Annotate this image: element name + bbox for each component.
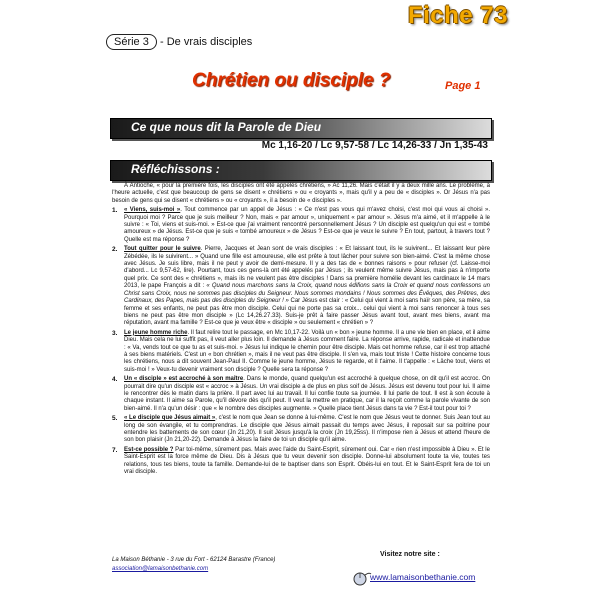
item-lead: Le jeune homme riche	[124, 329, 188, 336]
section-bar-parole	[110, 118, 492, 139]
item-lead: Tout quitter pour le suivre	[124, 246, 201, 253]
section-bar-parole-label: Ce que nous dit la Parole de Dieu	[131, 120, 322, 134]
item-quote-italic: « Quand nous marchons sans la Croix, quand nous édifions sans la Croix et quand nous confessons un Christ sans Croix, nous ne sommes pas disciples du Seigneur. Nous sommes mondains ! Nous sommes des Évêques, des Prêtres, des Cardinaux, des Papes, mais pas des disciples du Seigneur ! »	[124, 283, 490, 305]
item-number: 7.	[112, 446, 118, 454]
page-number: Page 1	[445, 80, 481, 92]
body-text	[112, 183, 490, 478]
footer-address: La Maison Béthanie - 3 rue du Fort - 62124 Barastre (France)	[112, 557, 276, 563]
list-item	[112, 376, 490, 413]
item-text: . Dans le monde, quand quelqu'un est accroché à quelque chose, on dit qu'il est accroc. On pourrait dire qu'un disciple est « accroc » à Jésus. Un vrai disciple a de plus en plus soif de Jésus. Jésus est devenu tout pour lui. Il aime le rencontrer dès le matin dans la prière. Il part avec lui au travail. Il lui confie toute sa journée. Il lui parle de tout. Il est à son écoute à chaque instant. Il aime sa Parole, qu'il dévore dès qu'il peut. Il veut la mettre en pratique, car il la reçoit comme la parole vivante de son bien-aimé. Il n'a qu'un désir : que « le nombre des disciples augmente. » Quelle place tient Jésus dans ta vie ? Est-il tout pour toi ?	[124, 376, 490, 412]
item-number: 2.	[112, 246, 118, 254]
item-text: Par toi-même, sûrement pas. Mais avec l'aide du Saint-Esprit, sûrement oui. Car « rien n'est impossible à Dieu ». Et le Saint-Esprit est la force même de Dieu. Dis à Jésus que tu veux devenir son disciple. Donne-lui absolument toute ta vie, toutes tes relations, tous tes biens, toute ta famille. Demande-lui de te baptiser dans son Esprit. Obéis-lui en tout. Et le Saint-Esprit fera de toi un vrai disciple.	[124, 446, 490, 476]
serie-badge: Série 3	[106, 34, 157, 50]
item-number: 5.	[112, 415, 118, 423]
visit-site-label: Visitez notre site :	[380, 551, 440, 558]
list-item	[112, 246, 490, 327]
list-item	[112, 447, 490, 477]
list-item	[112, 415, 490, 445]
serie-subtitle: - De vrais disciples	[160, 36, 253, 48]
item-text: . Il faut relire tout le passage, en Mc 10,17-22. Voilà un « bon » jeune homme. Il a une vie bien en place, et il aime Dieu. Mais cela ne lui suffit pas, il veut aller plus loin. Il demande à Jésus comment faire. La réponse arrive, rapide, radicale et inattendue : « Va, vends tout ce que tu as et suis-moi. » Jésus lui indique le chemin pour être disciple. Mais cet homme refuse, car il est trop attaché à ses biens matériels. C'est un « bon chrétien », mais il ne veut pas être disciple. Il s'en va, mais tout triste ! Cette histoire concerne tous les chrétiens, nous a dit souvent Jean-Paul II. Comme le jeune homme, Jésus te regarde, et il t'aime. Il t'appelle : « Lâche tout, viens et suis-moi ! » Veux-tu devenir vraiment son disciple ? Quelle sera ta réponse ?	[124, 329, 490, 373]
list-item	[112, 330, 490, 374]
website-link-area[interactable]	[352, 568, 492, 588]
item-lead: « Le disciple que Jésus aimait »	[124, 415, 216, 422]
item-number: 1.	[112, 207, 118, 215]
item-lead: « Viens, suis-moi »	[124, 207, 181, 214]
item-lead: Est-ce possible ?	[124, 446, 174, 453]
fiche-number: Fiche 73	[407, 2, 508, 29]
item-lead: Un « disciple » est accroché à son maître	[124, 376, 244, 383]
item-number: 3.	[112, 329, 118, 337]
scripture-references: Mc 1,16-20 / Lc 9,57-58 / Lc 14,26-33 / Jn 1,35-43	[261, 140, 488, 151]
website-link[interactable]: www.lamaisonbethanie.com	[370, 572, 476, 582]
item-text: . Pierre, Jacques et Jean sont de vrais disciples : « Et laissant tout, ils le suivirent... Et laissant leur père Zébédée, ils le suivirent... » Quand une fille est amoureuse, elle est prête à tout lâcher pour suivre son bien-aimé. C'est la même chose avec Jésus. Je suis libre, mais il ne peut y avoir de demi-mesure. Il y a des tas de « bonnes raisons » pour refuser (cf. Laisse-moi d'abord... Lc 9,57-62, lire). Pourtant, tous ces gens-là ont été appelés par Jésus ; ils veulent même suivre Jésus, mais pas à n'importe quel prix. Ce sont des « chrétiens », mais ils ne veulent pas être disciples ! Dans sa première homélie devant les cardinaux le 14 mars 2013, le pape François a dit :	[124, 246, 490, 290]
page-title: Chrétien ou disciple ?	[192, 70, 391, 91]
section-bar-reflechissons	[110, 160, 492, 181]
item-text-continued: Car Jésus est clair : « Celui qui vient à moi sans haïr son père, sa mère, sa femme et ses enfants, ne peut pas être mon disciple. Celui qui ne porte pas sa croix... celui qui vient à moi sans renoncer à tous ses biens ne peut pas être mon disciple » (Lc 14,26.27.33). Suis-je prêt à faire passer Jésus avant tout, avant mes biens, avant ma réputation, avant ma famille ? Est-ce que je veux être « disciple » ou seulement « chrétien » ?	[124, 298, 490, 327]
item-text: . Tout commence par un appel de Jésus : « Ce n'est pas vous qui m'avez choisi, c'est moi qui vous ai choisi ». Pourquoi moi ? Parce que je suis meilleur ? Non, mais « par amour », uniquement « par amour ». Jésus m'a aimé, et il m'appelle à le suivre : « Toi, viens et suis-moi. » Est-ce que j'ai vraiment rencontré personnellement Jésus ? Un disciple est quelqu'un qui est « tombé amoureux » de Jésus. Est-ce que je suis « tombé amoureux » de Jésus ? Est-ce que je veux le suivre ? En tout, partout, à travers tout ? Quelle est ma réponse ?	[124, 207, 491, 243]
computer-mouse-icon	[352, 570, 372, 586]
section-bar-reflechissons-label: Réfléchissons :	[131, 162, 220, 176]
reflection-list	[112, 207, 490, 476]
intro-paragraph: À Antioche, « pour la première fois, les disciples ont été appelés chrétiens, » Ac 11,26. Mais c'était il y a deux mille ans. Le problème, à l'heure actuelle, c'est que beaucoup de gens se disent « chrétiens » ou « croyants », mais qu'il y a peu de « disciples ». Or Jésus n'a pas besoin de gens qui se disent « chrétiens » ou « croyants », il a besoin de « disciples ».	[112, 183, 490, 204]
item-number: 4.	[112, 376, 118, 384]
item-text: , c'est le nom que Jean se donne à lui-même. C'est le nom que Jésus veut te donner. Suis Jean tout au long de son évangile, et tu comprendras. Le disciple que Jésus aimait passait du temps avec Jésus, il reposait sur sa poitrine pour entendre les battements de son cœur (Jn 21,20). Il suit Jésus jusqu'à la croix (Jn 19,25ss). Il n'impose rien à Jésus et attend l'heure de son bon plaisir (Jn 21,20-22). Demande à Jésus la faire de toi un disciple qu'il aime.	[124, 415, 490, 444]
footer-email-link[interactable]: association@lamaisonbethanie.com	[112, 566, 209, 572]
list-item	[112, 207, 490, 244]
